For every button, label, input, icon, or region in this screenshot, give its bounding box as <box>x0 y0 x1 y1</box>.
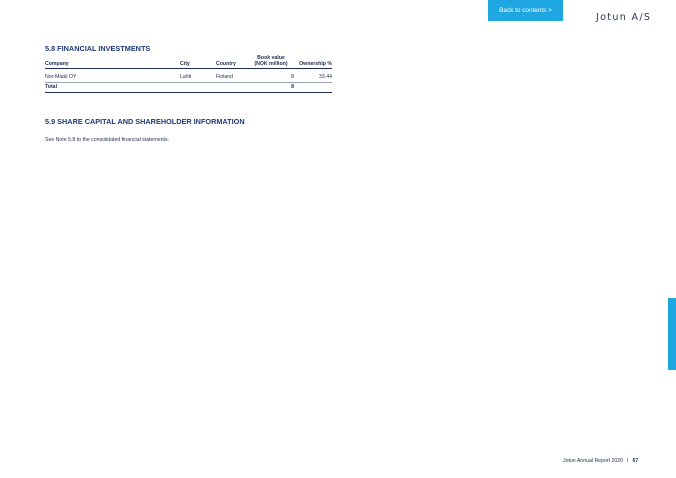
column-header-country: Country <box>216 61 236 67</box>
table-header <box>45 55 332 69</box>
cell-country: Finland <box>216 74 234 80</box>
total-book-value: 8 <box>291 84 294 90</box>
section-title-financial-investments: 5.8 FINANCIAL INVESTMENTS <box>45 44 151 53</box>
column-header-book-value <box>248 55 294 67</box>
cell-ownership: 33.44 <box>319 74 332 80</box>
back-to-contents-button[interactable]: Back to contents > <box>488 0 563 21</box>
cell-book-value: 8 <box>291 74 294 80</box>
brand-logo-text: Jotun A/S <box>596 12 652 23</box>
page-footer <box>563 458 638 464</box>
section-title-share-capital: 5.9 SHARE CAPITAL AND SHAREHOLDER INFORMATION <box>45 117 245 126</box>
footer-report-title: Jotun Annual Report 2020 <box>563 458 623 464</box>
column-header-book-value-line1: Book value <box>257 55 285 61</box>
table-row <box>45 73 332 83</box>
column-header-city: City <box>180 61 190 67</box>
cell-company: Nor-Maali OY <box>45 74 77 80</box>
column-header-book-value-line2: (NOK million) <box>254 61 288 67</box>
page-number: 67 <box>632 458 639 464</box>
table-total-row <box>45 83 332 93</box>
note-text: See Note 5.8 to the consolidated financial statements. <box>45 137 170 143</box>
footer-separator: I <box>627 458 629 464</box>
cell-city: Lahti <box>180 74 192 80</box>
column-header-company: Company <box>45 61 69 67</box>
total-label: Total <box>45 84 58 90</box>
side-tab-marker <box>668 298 676 370</box>
column-header-ownership: Ownership % <box>299 61 332 67</box>
